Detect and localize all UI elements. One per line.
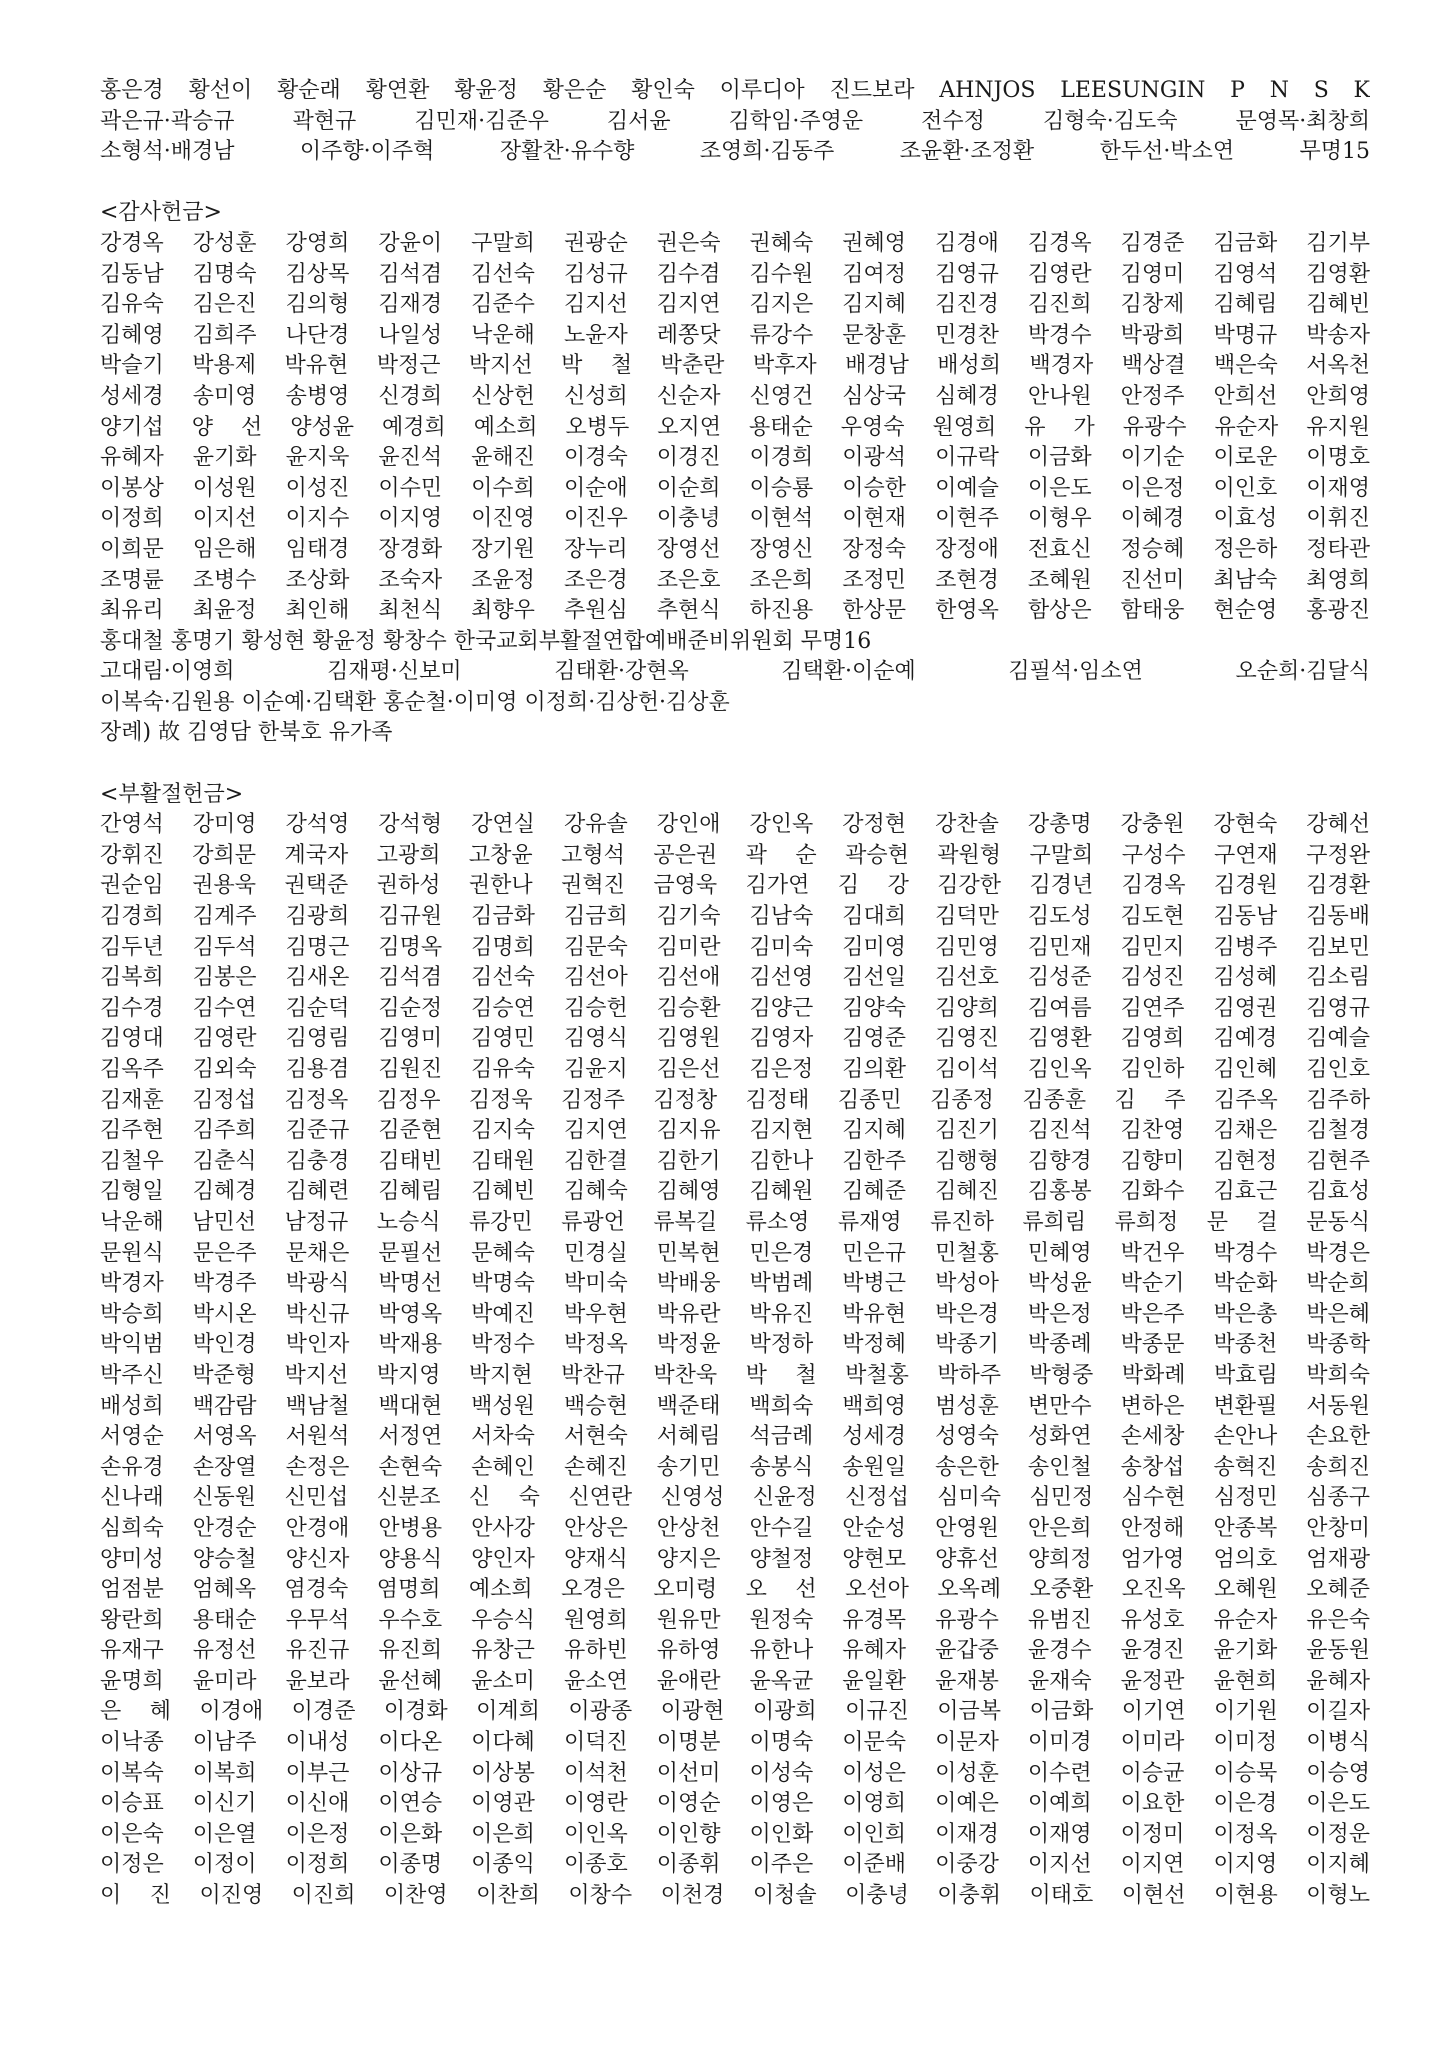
donor-line: 김복희 김봉은 김새온 김석겸 김선숙 김선아 김선애 김선영 김선일 김선호 김성준 김성진 김성혜 김소림 [100, 965, 1370, 991]
donor-line: 엄점분 엄혜옥 염경숙 염명희 예소희 오경은 오미령 오 선 오선아 오옥례 오중환 오진옥 오혜원 오혜준 [100, 1577, 1370, 1603]
donor-line: 강경옥 강성훈 강영희 강윤이 구말희 권광순 권은숙 권혜숙 권혜영 김경애 김경옥 김경준 김금화 김기부 [100, 230, 1370, 256]
donor-line: 김경희 김계주 김광희 김규원 김금화 김금희 김기숙 김남숙 김대희 김덕만 김도성 김도현 김동남 김동배 [100, 904, 1370, 930]
donor-list [100, 229, 1370, 749]
donor-line: 김재훈 김정섭 김정옥 김정우 김정욱 김정주 김정창 김정태 김종민 김종정 김종훈 김 주 김주옥 김주하 [100, 1087, 1370, 1113]
donor-line: 이정은 이정이 이정희 이종명 이종익 이종호 이종휘 이주은 이준배 이중강 이지선 이지연 이지영 이지혜 [100, 1852, 1370, 1878]
donor-line: 소형석·배경남 이주향·이주혁 장활찬·유수향 조영희·김동주 조윤환·조정환 한두선·박소연 무명15 [100, 139, 1370, 165]
donor-line: 낙운해 남민선 남정규 노승식 류강민 류광언 류복길 류소영 류재영 류진하 류희림 류희정 문 걸 문동식 [100, 1209, 1370, 1235]
donor-line: 이복숙·김원용 이순예·김택환 홍순철·이미영 이정희·김상헌·김상훈 [100, 689, 730, 715]
section-spacer [100, 749, 1370, 780]
donor-line: 최유리 최윤정 최인해 최천식 최향우 추원심 추현식 하진용 한상문 한영옥 함상은 함태웅 현순영 홍광진 [100, 598, 1370, 624]
donor-line: 김형일 김혜경 김혜련 김혜림 김혜빈 김혜숙 김혜영 김혜원 김혜준 김혜진 김홍봉 김화수 김효근 김효성 [100, 1179, 1370, 1205]
donor-line: 강휘진 강희문 계국자 고광희 고창윤 고형석 공은권 곽 순 곽승현 곽원형 구말희 구성수 구연재 구정완 [100, 842, 1370, 868]
donor-line: 서영순 서영옥 서원석 서정연 서차숙 서현숙 서혜림 석금례 성세경 성영숙 성화연 손세창 손안나 손요한 [100, 1424, 1370, 1450]
donor-line: 곽은규·곽승규 곽현규 김민재·김준우 김서윤 김학임·주영운 전수정 김형숙·김도숙 문영목·최창희 [100, 108, 1370, 134]
top-donor-block [100, 76, 1370, 168]
donor-line: 이희문 임은해 임태경 장경화 장기원 장누리 장영선 장영신 장정숙 장정애 전효신 정승혜 정은하 정타관 [100, 536, 1370, 562]
donor-line: 김옥주 김외숙 김용겸 김원진 김유숙 김윤지 김은선 김은정 김의환 김이석 김인옥 김인하 김인혜 김인호 [100, 1057, 1370, 1082]
donor-line: 유재구 유정선 유진규 유진희 유창근 유하빈 유하영 유한나 유혜자 윤갑중 윤경수 윤경진 윤기화 윤동원 [100, 1638, 1370, 1664]
section-heading: <감사헌금> [100, 200, 222, 226]
donor-line: 홍은경 황선이 황순래 황연환 황윤정 황은순 황인숙 이루디아 진드보라 AHNJOS LEESUNGIN P N S K [100, 78, 1370, 103]
section-heading: <부활절헌금> [100, 781, 244, 807]
donor-line: 권순임 권용욱 권택준 권하성 권한나 권혁진 금영욱 김가연 김 강 김강한 김경년 김경옥 김경원 김경환 [100, 873, 1370, 899]
document-page [100, 76, 1370, 1912]
easter-offering-section [100, 780, 1370, 1912]
donor-line: 은 혜 이경애 이경준 이경화 이계희 이광종 이광현 이광희 이규진 이금복 이금화 이기연 이기원 이길자 [100, 1699, 1370, 1725]
donor-line: 홍대철 홍명기 황성현 황윤정 황창수 한국교회부활절연합예배준비위원회 무명16 [100, 628, 872, 654]
donor-line: 박익범 박인경 박인자 박재용 박정수 박정옥 박정윤 박정하 박정혜 박종기 박종례 박종문 박종천 박종학 [100, 1332, 1370, 1358]
donor-line: 고대림·이영희 김재평·신보미 김태환·강현옥 김택환·이순예 김필석·임소연 오순희·김달식 [100, 659, 1370, 685]
donor-line: 김주현 김주희 김준규 김준현 김지숙 김지연 김지유 김지현 김지혜 김진기 김진석 김찬영 김채은 김철경 [100, 1118, 1370, 1144]
donor-line: 이복숙 이복희 이부근 이상규 이상봉 이석천 이선미 이성숙 이성은 이성훈 이수련 이승균 이승묵 이승영 [100, 1760, 1370, 1786]
donor-line: 간영석 강미영 강석영 강석형 강연실 강유솔 강인애 강인옥 강정현 강찬솔 강총명 강충원 강현숙 강혜선 [100, 812, 1370, 838]
donor-line: 김유숙 김은진 김의형 김재경 김준수 김지선 김지연 김지은 김지혜 김진경 김진희 김창제 김혜림 김혜빈 [100, 292, 1370, 318]
donor-line: 유혜자 윤기화 윤지욱 윤진석 윤해진 이경숙 이경진 이경희 이광석 이규락 이금화 이기순 이로운 이명호 [100, 445, 1370, 471]
donor-line: 장례) 故 김영담 한북호 유가족 [100, 720, 393, 746]
thanks-offering-section [100, 198, 1370, 749]
donor-line: 이 진 이진영 이진희 이찬영 이찬희 이창수 이천경 이청솔 이충녕 이충휘 이태호 이현선 이현용 이형노 [100, 1883, 1370, 1909]
donor-line: 이은숙 이은열 이은정 이은화 이은희 이인옥 이인향 이인화 이인희 이재경 이재영 이정미 이정옥 이정운 [100, 1821, 1370, 1847]
section-spacer [100, 168, 1370, 199]
donor-list [100, 810, 1370, 1911]
donor-line: 박슬기 박용제 박유현 박정근 박지선 박 철 박춘란 박후자 배경남 배성희 백경자 백상결 백은숙 서옥천 [100, 353, 1370, 379]
donor-line: 왕란희 용태순 우무석 우수호 우승식 원영희 원유만 원정숙 유경목 유광수 유범진 유성호 유순자 유은숙 [100, 1607, 1370, 1633]
donor-line: 신나래 신동원 신민섭 신분조 신 숙 신연란 신영성 신윤정 신정섭 심미숙 심민정 심수현 심정민 심종구 [100, 1485, 1370, 1511]
donor-line: 이봉상 이성원 이성진 이수민 이수희 이순애 이순희 이승룡 이승한 이예슬 이은도 이은정 이인호 이재영 [100, 475, 1370, 501]
donor-line: 박승희 박시온 박신규 박영옥 박예진 박우현 박유란 박유진 박유현 박은경 박은정 박은주 박은총 박은혜 [100, 1301, 1370, 1327]
donor-line: 양기섭 양 선 양성윤 예경희 예소희 오병두 오지연 용태순 우영숙 원영희 유 가 유광수 유순자 유지원 [100, 414, 1370, 440]
donor-line: 조명륜 조병수 조상화 조숙자 조윤정 조은경 조은호 조은희 조정민 조현경 조혜원 진선미 최남숙 최영희 [100, 567, 1370, 593]
donor-line: 배성희 백감람 백남철 백대현 백성원 백승현 백준태 백희숙 백희영 범성훈 변만수 변하은 변환필 서동원 [100, 1393, 1370, 1419]
donor-line: 이낙종 이남주 이내성 이다온 이다혜 이덕진 이명분 이명숙 이문숙 이문자 이미경 이미라 이미정 이병식 [100, 1730, 1370, 1756]
donor-line: 윤명희 윤미라 윤보라 윤선혜 윤소미 윤소연 윤애란 윤옥균 윤일환 윤재봉 윤재숙 윤정관 윤현희 윤혜자 [100, 1668, 1370, 1694]
donor-line: 박주신 박준형 박지선 박지영 박지현 박찬규 박찬욱 박 철 박철홍 박하주 박형중 박화례 박효림 박희숙 [100, 1362, 1370, 1388]
donor-line: 김동남 김명숙 김상목 김석겸 김선숙 김성규 김수겸 김수원 김여정 김영규 김영란 김영미 김영석 김영환 [100, 261, 1370, 287]
donor-line: 손유경 손장열 손정은 손현숙 손혜인 손혜진 송기민 송봉식 송원일 송은한 송인철 송창섭 송혁진 송희진 [100, 1454, 1370, 1480]
donor-line: 박경자 박경주 박광식 박명선 박명숙 박미숙 박배웅 박범례 박병근 박성아 박성윤 박순기 박순화 박순희 [100, 1271, 1370, 1297]
donor-line: 김철우 김춘식 김충경 김태빈 김태원 김한결 김한기 김한나 김한주 김행형 김향경 김향미 김현정 김현주 [100, 1148, 1370, 1174]
donor-line: 이정희 이지선 이지수 이지영 이진영 이진우 이충녕 이현석 이현재 이현주 이형우 이혜경 이효성 이휘진 [100, 506, 1370, 532]
donor-line: 김영대 김영란 김영림 김영미 김영민 김영식 김영원 김영자 김영준 김영진 김영환 김영희 김예경 김예슬 [100, 1026, 1370, 1052]
donor-line: 양미성 양승철 양신자 양용식 양인자 양재식 양지은 양철정 양현모 양휴선 양희정 엄가영 엄의호 엄재광 [100, 1546, 1370, 1572]
donor-line: 김수경 김수연 김순덕 김순정 김승연 김승헌 김승환 김양근 김양숙 김양희 김여름 김연주 김영권 김영규 [100, 995, 1370, 1021]
donor-line: 김두년 김두석 김명근 김명옥 김명희 김문숙 김미란 김미숙 김미영 김민영 김민재 김민지 김병주 김보민 [100, 934, 1370, 960]
donor-line: 김혜영 김희주 나단경 나일성 낙운해 노윤자 레쫑닷 류강수 문창훈 민경찬 박경수 박광희 박명규 박송자 [100, 322, 1370, 348]
donor-line: 심희숙 안경순 안경애 안병용 안사강 안상은 안상천 안수길 안순성 안영원 안은희 안정해 안종복 안창미 [100, 1515, 1370, 1541]
donor-line: 성세경 송미영 송병영 신경희 신상헌 신성희 신순자 신영건 심상국 심혜경 안나원 안정주 안희선 안희영 [100, 383, 1370, 409]
donor-line: 이승표 이신기 이신애 이연승 이영관 이영란 이영순 이영은 이영희 이예은 이예희 이요한 이은경 이은도 [100, 1791, 1370, 1817]
donor-line: 문원식 문은주 문채은 문필선 문혜숙 민경실 민복현 민은경 민은규 민철홍 민혜영 박건우 박경수 박경은 [100, 1240, 1370, 1266]
